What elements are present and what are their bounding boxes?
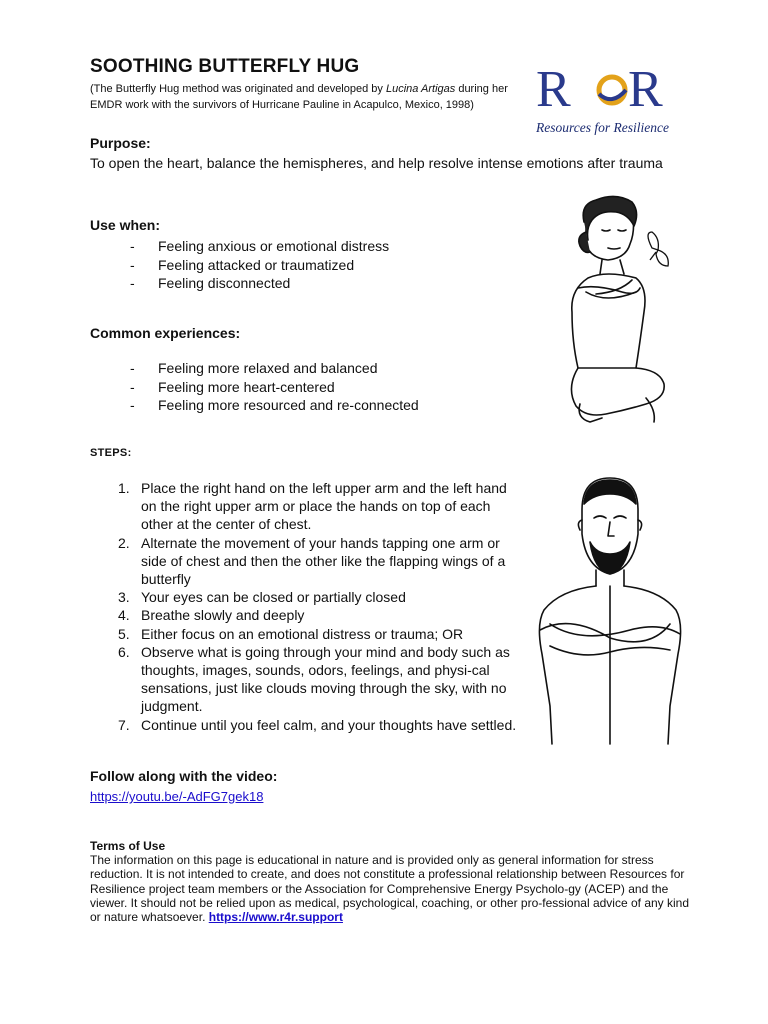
terms-heading: Terms of Use	[90, 839, 166, 853]
butterfly-icon	[648, 232, 668, 266]
steps-heading: STEPS:	[90, 447, 132, 459]
common-experiences-list	[130, 359, 419, 415]
steps-list	[112, 479, 524, 734]
website-link[interactable]: https://www.r4r.support	[208, 910, 343, 925]
common-experiences-heading: Common experiences:	[90, 325, 241, 341]
page-title: SOOTHING BUTTERFLY HUG	[90, 56, 360, 77]
step-item: 1. Place the right hand on the left upper arm and the left hand on the right upper arm or place the hands on top of each other at the center of chest.	[118, 480, 507, 533]
list-item: - Feeling attacked or traumatized	[130, 256, 355, 273]
man-crossed-arms-illustration	[530, 474, 690, 746]
step-item: 3. Your eyes can be closed or partially closed	[118, 589, 406, 606]
list-item: - Feeling anxious or emotional distress	[130, 238, 390, 254]
logo-letter-r-left: R	[536, 61, 571, 118]
terms-text	[90, 853, 690, 924]
list-item: - Feeling more resourced and re-connected	[130, 397, 419, 413]
origin-note	[90, 81, 530, 113]
step-item: 5. Either focus on an emotional distress or trauma; OR	[118, 625, 464, 642]
use-when-heading: Use when:	[90, 217, 161, 233]
logo-letter-r-right: R	[628, 61, 663, 118]
purpose-text: To open the heart, balance the hemispheres, and help resolve intense emotions after trauma	[90, 155, 663, 171]
origin-note-post: during her EMDR work with the survivors of Hurricane Pauline in Acapulco, Mexico, 1998)	[90, 83, 508, 111]
woman-butterfly-hug-illustration	[536, 192, 686, 432]
origin-note-pre: (The Butterfly Hug method was originated and developed by	[90, 83, 386, 95]
list-item: - Feeling more relaxed and balanced	[130, 360, 378, 376]
video-link[interactable]: https://youtu.be/-AdFG7gek18	[90, 789, 264, 804]
list-item: - Feeling disconnected	[130, 275, 291, 291]
logo-tagline: Resources for Resilience	[536, 120, 669, 135]
video-heading: Follow along with the video:	[90, 768, 278, 784]
use-when-list	[130, 237, 389, 293]
terms-body: The information on this page is educational in nature and is provided only as general information for stress reduction. It is not intended to create, and does not constitute a professional relationship between Resources for Resilience project team members or the Association for Comprehensive Energy Psycholo-gy (ACEP) and the viewer. It should not be relied upon as medical, psychological, coaching, or other pro-fessional advice of any kind or nature whatsoever.	[90, 853, 690, 925]
step-item: 4. Breathe slowly and deeply	[118, 607, 305, 624]
purpose-heading: Purpose:	[90, 135, 151, 151]
list-item: - Feeling more heart-centered	[130, 378, 335, 395]
step-item: 2. Alternate the movement of your hands tapping one arm or side of chest and then the other like the flapping wings of a butterfly	[118, 534, 506, 588]
step-item: 6. Observe what is going through your mind and body such as thoughts, images, sounds, odors, feelings, and physi-cal sensations, just like clouds moving through the sky, with no judgment.	[118, 643, 510, 715]
origin-note-author: Lucina Artigas	[385, 83, 456, 95]
r4r-logo	[536, 60, 686, 140]
step-item: 7. Continue until you feel calm, and your thoughts have settled.	[118, 716, 517, 733]
